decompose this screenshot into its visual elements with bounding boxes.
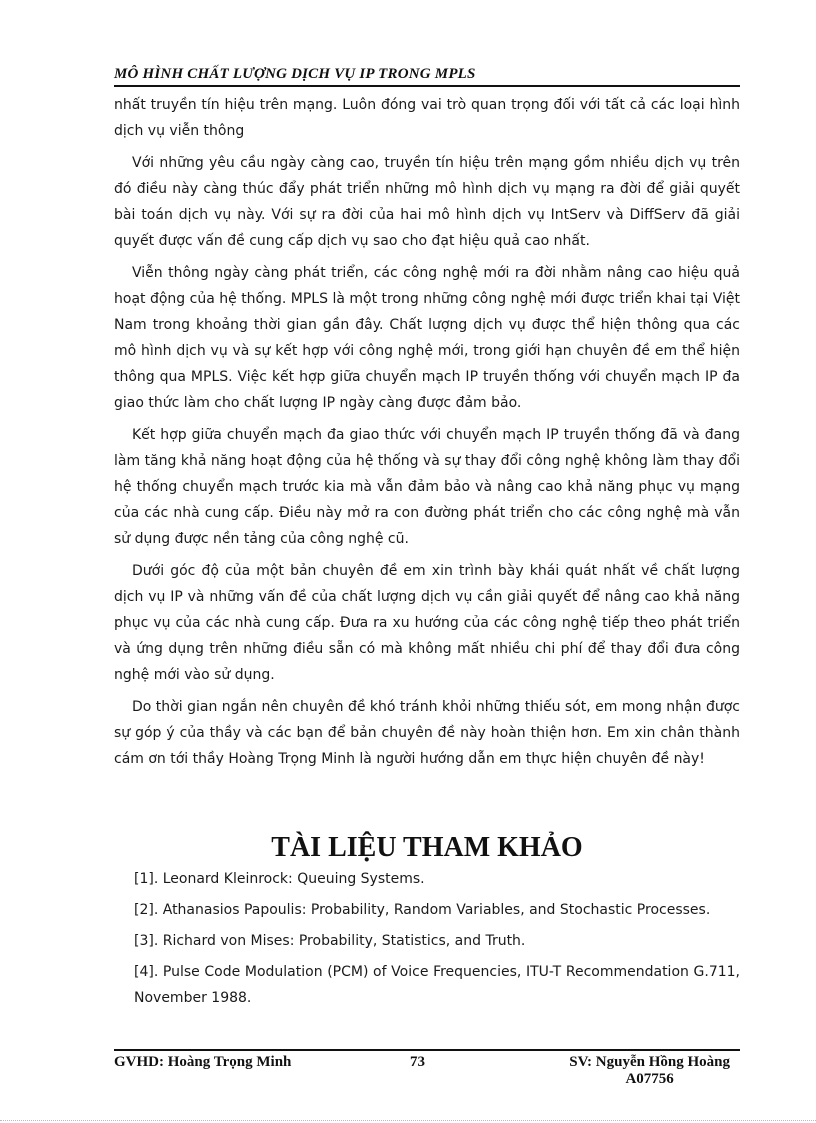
student-id: A07756 [625,1071,674,1087]
reference-item: [3]. Richard von Mises: Probability, Statistics, and Truth. [134,933,526,949]
paragraph: Do thời gian ngắn nên chuyên đề khó tránh khỏi những thiếu sót, em mong nhận được sự góp ý của thầy và các bạn để bản chuyên đề này hoàn thiện hơn. Em xin chân thành cám ơn tới thầy Hoàng Trọng Minh là người hướng dẫn em thực hiện chuyên đề này! [114,699,740,767]
paragraph: nhất truyền tín hiệu trên mạng. Luôn đóng vai trò quan trọng đối với tất cả các loại hình dịch vụ viễn thông [114,97,740,139]
paragraph: Với những yêu cầu ngày càng cao, truyền tín hiệu trên mạng gồm nhiều dịch vụ trên đó điều này càng thúc đẩy phát triển những mô hình dịch vụ mạng ra đời để giải quyết bài toán dịch vụ này. Với sự ra đời của hai mô hình dịch vụ IntServ và DiffServ đã giải quyết được vấn đề cung cấp dịch vụ sao cho đạt hiệu quả cao nhất. [114,155,740,249]
footer-advisor: GVHD: Hoàng Trọng Minh [114,1054,292,1070]
references-list [134,866,740,1016]
student-name: SV: Nguyễn Hồng Hoàng [569,1054,730,1070]
reference-item: [2]. Athanasios Papoulis: Probability, Random Variables, and Stochastic Processes. [134,902,711,918]
reference-item: [4]. Pulse Code Modulation (PCM) of Voice Frequencies, ITU-T Recommendation G.711, November 1988. [134,964,740,1006]
page-header [114,66,740,87]
paragraph: Dưới góc độ của một bản chuyên đề em xin trình bày khái quát nhất về chất lượng dịch vụ IP và những vấn đề của chất lượng dịch vụ cần giải quyết để nâng cao khả năng phục vụ của các nhà cung cấp. Đưa ra xu hướng của các công nghệ tiếp theo phát triển và ứng dụng trên những điều sẵn có mà không mất nhiều chi phí để thay đổi đưa công nghệ mới vào sử dụng. [114,563,740,683]
header-title: MÔ HÌNH CHẤT LƯỢNG DỊCH VỤ IP TRONG MPLS [114,66,476,82]
paragraph: Viễn thông ngày càng phát triển, các công nghệ mới ra đời nhằm nâng cao hiệu quả hoạt động của hệ thống. MPLS là một trong những công nghệ mới được triển khai tại Việt Nam trong khoảng thời gian gần đây. Chất lượng dịch vụ được thể hiện thông qua các mô hình dịch vụ và sự kết hợp với công nghệ mới, trong giới hạn chuyên đề em thể hiện thông qua MPLS. Việc kết hợp giữa chuyển mạch IP truyền thống với chuyển mạch IP đa giao thức làm cho chất lượng IP ngày càng được đảm bảo. [114,265,740,411]
footer-divider [114,1049,740,1051]
reference-item: [1]. Leonard Kleinrock: Queuing Systems. [134,871,425,887]
page-number: 73 [410,1054,425,1070]
paragraph: Kết hợp giữa chuyển mạch đa giao thức với chuyển mạch IP truyền thống đã và đang làm tăng khả năng hoạt động của hệ thống và sự thay đổi công nghệ không làm thay đổi hệ thống chuyển mạch trước kia mà vẫn đảm bảo và nâng cao khả năng phục vụ mạng của các nhà cung cấp. Điều này mở ra con đường phát triển cho các công nghệ mà vẫn sử dụng được nền tảng của công nghệ cũ. [114,427,740,547]
page-edge-divider [0,1120,816,1121]
body-text [114,92,740,778]
footer-student [569,1054,730,1088]
references-title: TÀI LIỆU THAM KHẢO [271,832,583,863]
page-footer [114,1054,740,1098]
